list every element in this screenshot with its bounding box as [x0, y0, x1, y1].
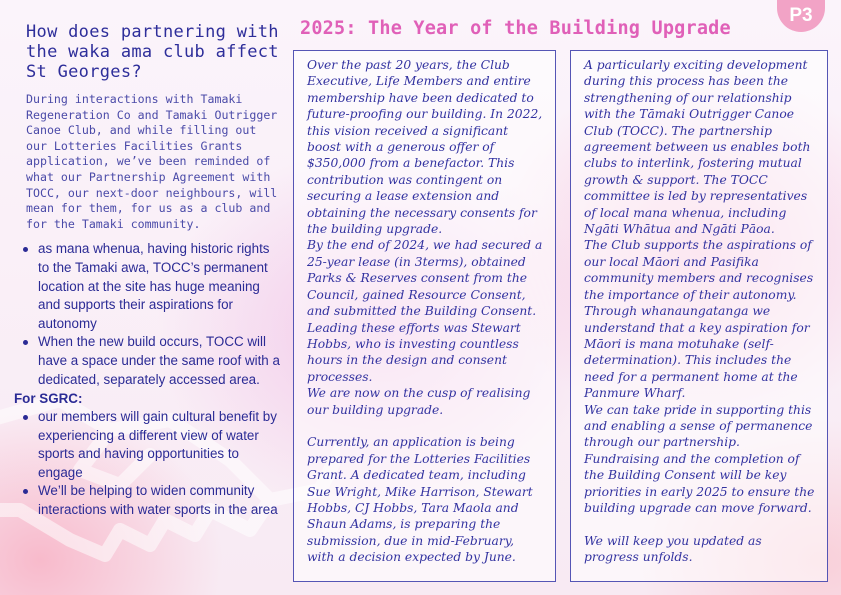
paragraph: We will keep you updated as progress unfolds. — [584, 533, 762, 565]
paragraph: Fundraising and the completion of the Building Consent will be key priorities in early 2025 to ensure the building upgrade can move forward. — [584, 451, 815, 515]
sgrc-benefits-list — [14, 408, 284, 520]
paragraph: Leading these efforts was Stewart Hobbs, who is investing countless hours in the design and consent processes. — [307, 320, 521, 384]
list-item: We’ll be helping to widen community interactions with water sports in the area — [14, 482, 284, 519]
left-column — [14, 22, 284, 520]
building-history-panel — [293, 50, 556, 582]
paragraph: The Club supports the aspirations of our local Māori and Pasifika community members and recognises the importance of their autonomy. — [584, 238, 814, 302]
paragraph: We are now on the cusp of realising our building upgrade. — [307, 386, 531, 417]
list-item: our members will gain cultural benefit by experiencing a different view of water sports and having opportunities to engage — [14, 408, 284, 482]
sgrc-heading: For SGRC: — [14, 391, 83, 407]
paragraph: Through whanaungatanga we understand that a key aspiration for Māori is mana motuhake (self-determination). This includes the need for a permanent home at the Panmure Wharf. — [584, 304, 810, 401]
tocc-benefits-list — [14, 240, 284, 389]
tocc-relationship-panel — [570, 50, 828, 582]
page-number-badge: P3 — [777, 0, 825, 32]
list-item: as mana whenua, having historic rights to the Tamaki awa, TOCC’s permanent location at the site has huge meaning and supports their aspirations for autonomy — [14, 240, 284, 333]
partnership-heading: How does partnering with the waka ama club affect St Georges? — [26, 22, 279, 82]
list-item: When the new build occurs, TOCC will have a space under the same roof with a dedicated, separately accessed area. — [14, 333, 284, 389]
paragraph: A particularly exciting development during this process has been the strengthening of our relationship with the Tāmaki Outrigger Canoe Club (TOCC). The partnership agreement between us enables both clubs to interlink, fostering mutual growth & support. The TOCC committee is led by representatives of local mana whenua, including Ngāti Whātua and Ngāti Pāoa. — [584, 58, 811, 237]
paragraph: Over the past 20 years, the Club Executive, Life Members and entire membership have been dedicated to future-proofing our building. In 2022, this vision received a significant boost with a generous offer of $350,000 from a benefactor. This contribution was contingent on securing a lease extension and obtaining the necessary consents for the building upgrade. — [307, 58, 543, 237]
partnership-intro: During interactions with Tamaki Regeneration Co and Tamaki Outrigger Canoe Club, and while filling out our Lotteries Facilities Grants application, we’ve been reminded of what our Partnership Agreement with TOCC, our next-door neighbours, will mean for them, for us as a club and for the Tamaki community. — [26, 92, 278, 231]
page-title: 2025: The Year of the Building Upgrade — [300, 18, 731, 39]
paragraph: We can take pride in supporting this and enabling a sense of permanence through our partnership. — [584, 402, 813, 450]
paragraph: By the end of 2024, we had secured a 25-year lease (in 3terms), obtained Parks & Reserves consent from the Council, gained Resource Consent, and submitted the Building Consent. — [307, 238, 543, 319]
paragraph: Currently, an application is being prepared for the Lotteries Facilities Grant. A dedicated team, including Sue Wright, Mike Harrison, Stewart Hobbs, CJ Hobbs, Tara Maola and Shaun Adams, is preparing the submission, due in mid-February, with a decision expected by June. — [307, 435, 533, 565]
